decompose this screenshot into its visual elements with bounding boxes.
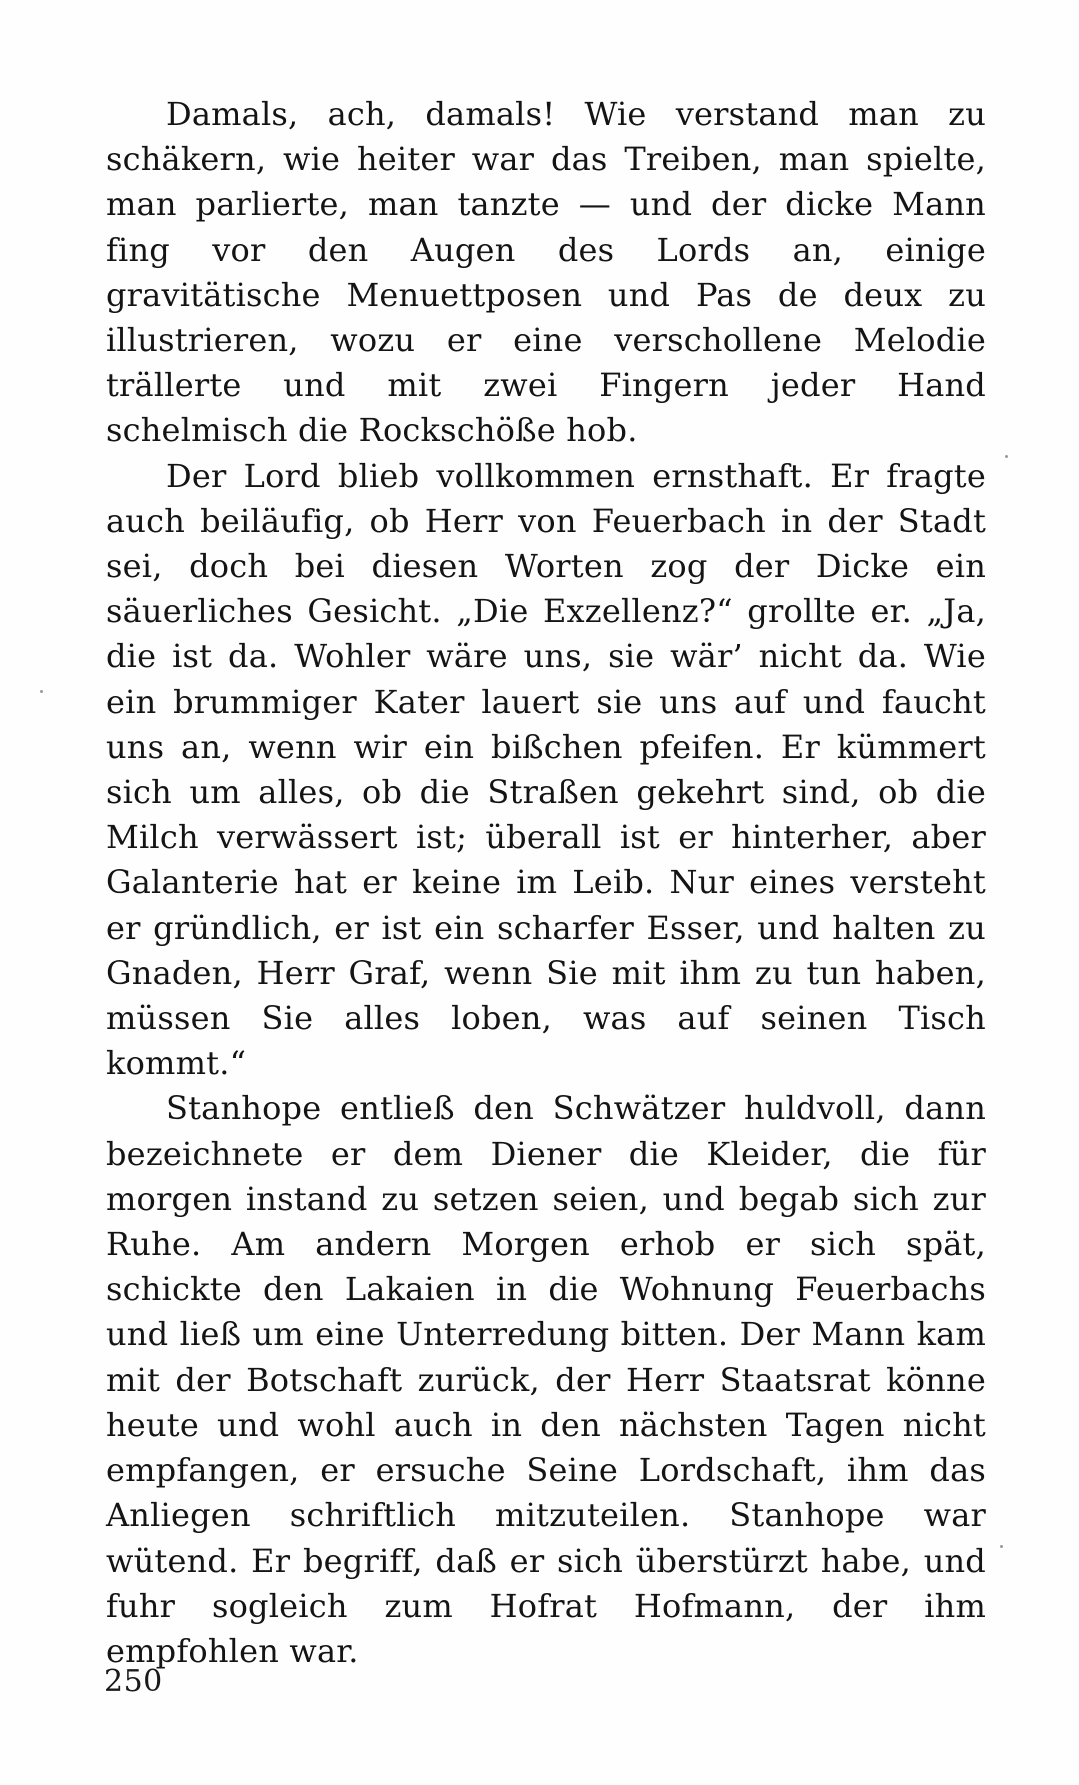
paragraph-1: Damals, ach, damals! Wie verstand man zu schäkern, wie heiter war das Treiben, man spielte, man parlierte, man tanzte — und der dicke Mann fing vor den Augen des Lords an, einige gravitätische Menuettposen und Pas de deux zu illustrieren, wozu er eine verschollene Melodie trällerte und mit zwei Fingern jeder Hand schelmisch die Rockschöße hob.: [106, 95, 986, 450]
paper-speck: [40, 690, 43, 693]
paragraph-2: Der Lord blieb vollkommen ernsthaft. Er fragte auch beiläufig, ob Herr von Feuerbach in der Stadt sei, doch bei diesen Worten zog der Dicke ein säuerliches Gesicht. „Die Exzellenz?“ grollte er. „Ja, die ist da. Wohler wäre uns, sie wär’ nicht da. Wie ein brummiger Kater lauert sie uns auf und faucht uns an, wenn wir ein bißchen pfeifen. Er kümmert sich um alles, ob die Straßen gekehrt sind, ob die Milch verwässert ist; überall ist er hinterher, aber Galanterie hat er keine im Leib. Nur eines versteht er gründlich, er ist ein scharfer Esser, und halten zu Gnaden, Herr Graf, wenn Sie mit ihm zu tun haben, müssen Sie alles loben, was auf seinen Tisch kommt.“: [106, 456, 986, 1083]
paper-speck: [1000, 1545, 1003, 1548]
body-text: [106, 92, 986, 1674]
page-number: 250: [104, 1664, 163, 1699]
paragraph-3: Stanhope entließ den Schwätzer huldvoll, dann bezeichnete er dem Diener die Kleider, die für morgen instand zu setzen seien, und begab sich zur Ruhe. Am andern Morgen erhob er sich spät, schickte den Lakaien in die Wohnung Feuerbachs und ließ um eine Unterredung bitten. Der Mann kam mit der Botschaft zurück, der Herr Staatsrat könne heute und wohl auch in den nächsten Tagen nicht empfangen, er ersuche Seine Lordschaft, ihm das Anliegen schriftlich mitzuteilen. Stanhope war wütend. Er begriff, daß er sich überstürzt habe, und fuhr sogleich zum Hofrat Hofmann, der ihm empfohlen war.: [106, 1089, 986, 1670]
paper-speck: [1005, 455, 1008, 458]
